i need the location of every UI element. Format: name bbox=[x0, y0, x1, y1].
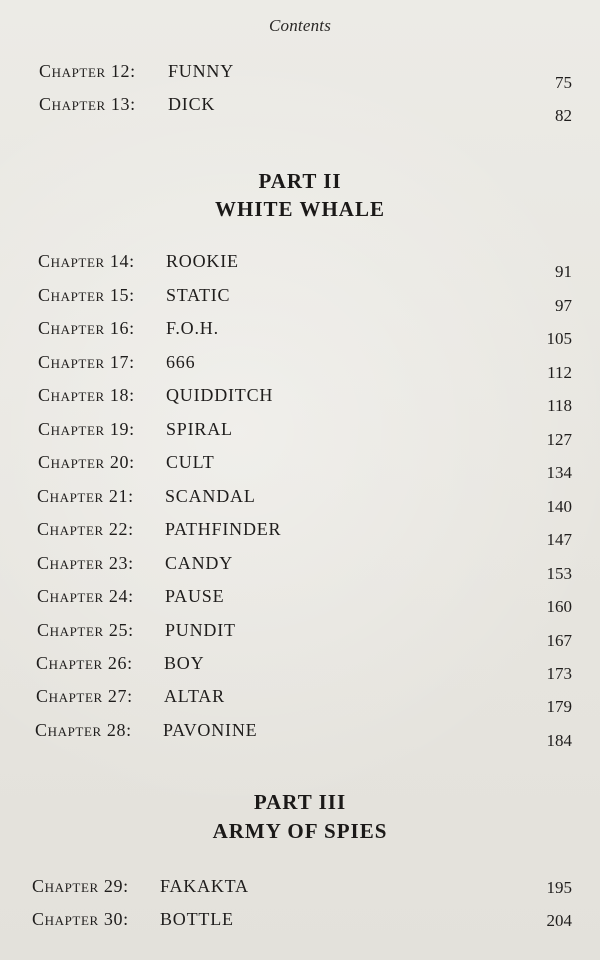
chapter-label: Chapter 13: bbox=[39, 94, 136, 114]
toc-entry bbox=[0, 94, 600, 124]
toc-entry bbox=[0, 876, 600, 906]
chapter-label: Chapter 29: bbox=[32, 876, 129, 896]
chapter-title: QUIDDITCH bbox=[166, 385, 274, 405]
chapter-label: Chapter 17: bbox=[38, 352, 135, 372]
page-number: 195 bbox=[546, 878, 572, 897]
chapter-label: Chapter 21: bbox=[37, 486, 134, 506]
chapter-label: Chapter 19: bbox=[38, 419, 135, 439]
chapter-label: Chapter 27: bbox=[36, 686, 133, 706]
toc-entry bbox=[0, 720, 600, 750]
chapter-title: BOTTLE bbox=[160, 909, 234, 929]
page-number: 160 bbox=[546, 597, 572, 616]
chapter-label: Chapter 25: bbox=[37, 620, 134, 640]
toc-entry bbox=[0, 553, 600, 583]
page-number: 127 bbox=[546, 430, 572, 449]
chapter-label: Chapter 28: bbox=[35, 720, 132, 740]
chapter-title: STATIC bbox=[166, 285, 231, 305]
toc-entry bbox=[0, 586, 600, 616]
page-number: 153 bbox=[546, 564, 572, 583]
chapter-title: ROOKIE bbox=[166, 251, 239, 271]
chapter-title: CANDY bbox=[165, 553, 234, 573]
toc-entry bbox=[0, 909, 600, 939]
page-number: 82 bbox=[555, 106, 572, 125]
page-number: 204 bbox=[546, 911, 572, 930]
part-title: WHITE WHALE bbox=[215, 197, 385, 221]
toc-entry bbox=[0, 419, 600, 449]
chapter-title: CULT bbox=[166, 452, 215, 472]
toc-entry bbox=[0, 285, 600, 315]
toc-entry bbox=[0, 620, 600, 650]
toc-entry bbox=[0, 251, 600, 281]
toc-entry bbox=[0, 686, 600, 716]
chapter-label: Chapter 14: bbox=[38, 251, 135, 271]
chapter-title: DICK bbox=[168, 94, 216, 114]
chapter-label: Chapter 20: bbox=[38, 452, 135, 472]
chapter-title: PAUSE bbox=[165, 586, 225, 606]
page-number: 97 bbox=[555, 296, 572, 315]
toc-entry bbox=[0, 61, 600, 91]
page-number: 112 bbox=[547, 363, 572, 382]
page-number: 140 bbox=[546, 497, 572, 516]
page-number: 147 bbox=[546, 530, 572, 549]
part-heading: PART III bbox=[253, 790, 347, 814]
toc-entry bbox=[0, 653, 600, 683]
running-head: Contents bbox=[268, 16, 332, 35]
page-number: 105 bbox=[546, 329, 572, 348]
part-heading: PART II bbox=[258, 169, 342, 193]
part-title: ARMY OF SPIES bbox=[212, 819, 388, 843]
chapter-label: Chapter 12: bbox=[39, 61, 136, 81]
page-number: 184 bbox=[546, 731, 572, 750]
chapter-title: PUNDIT bbox=[165, 620, 236, 640]
page-number: 134 bbox=[546, 463, 572, 482]
page-number: 91 bbox=[555, 262, 572, 281]
chapter-label: Chapter 24: bbox=[37, 586, 134, 606]
toc-entry bbox=[0, 519, 600, 549]
chapter-label: Chapter 18: bbox=[38, 385, 135, 405]
toc-entry bbox=[0, 452, 600, 482]
chapter-title: SPIRAL bbox=[166, 419, 233, 439]
toc-entry bbox=[0, 352, 600, 382]
chapter-title: PAVONINE bbox=[163, 720, 258, 740]
toc-entry bbox=[0, 486, 600, 516]
toc-entry bbox=[0, 318, 600, 348]
toc-entry bbox=[0, 385, 600, 415]
page-number: 179 bbox=[546, 697, 572, 716]
chapter-title: FAKAKTA bbox=[160, 876, 249, 896]
chapter-label: Chapter 23: bbox=[37, 553, 134, 573]
chapter-label: Chapter 16: bbox=[38, 318, 135, 338]
chapter-title: FUNNY bbox=[168, 61, 235, 81]
chapter-label: Chapter 26: bbox=[36, 653, 133, 673]
page-number: 118 bbox=[547, 396, 572, 415]
chapter-title: SCANDAL bbox=[165, 486, 256, 506]
chapter-label: Chapter 22: bbox=[37, 519, 134, 539]
page-number: 75 bbox=[555, 73, 572, 92]
chapter-title: 666 bbox=[166, 352, 196, 372]
chapter-label: Chapter 15: bbox=[38, 285, 135, 305]
chapter-title: F.O.H. bbox=[166, 318, 219, 338]
chapter-label: Chapter 30: bbox=[32, 909, 129, 929]
chapter-title: PATHFINDER bbox=[165, 519, 282, 539]
chapter-title: BOY bbox=[164, 653, 205, 673]
chapter-title: ALTAR bbox=[164, 686, 225, 706]
page-number: 173 bbox=[546, 664, 572, 683]
page-number: 167 bbox=[546, 631, 572, 650]
